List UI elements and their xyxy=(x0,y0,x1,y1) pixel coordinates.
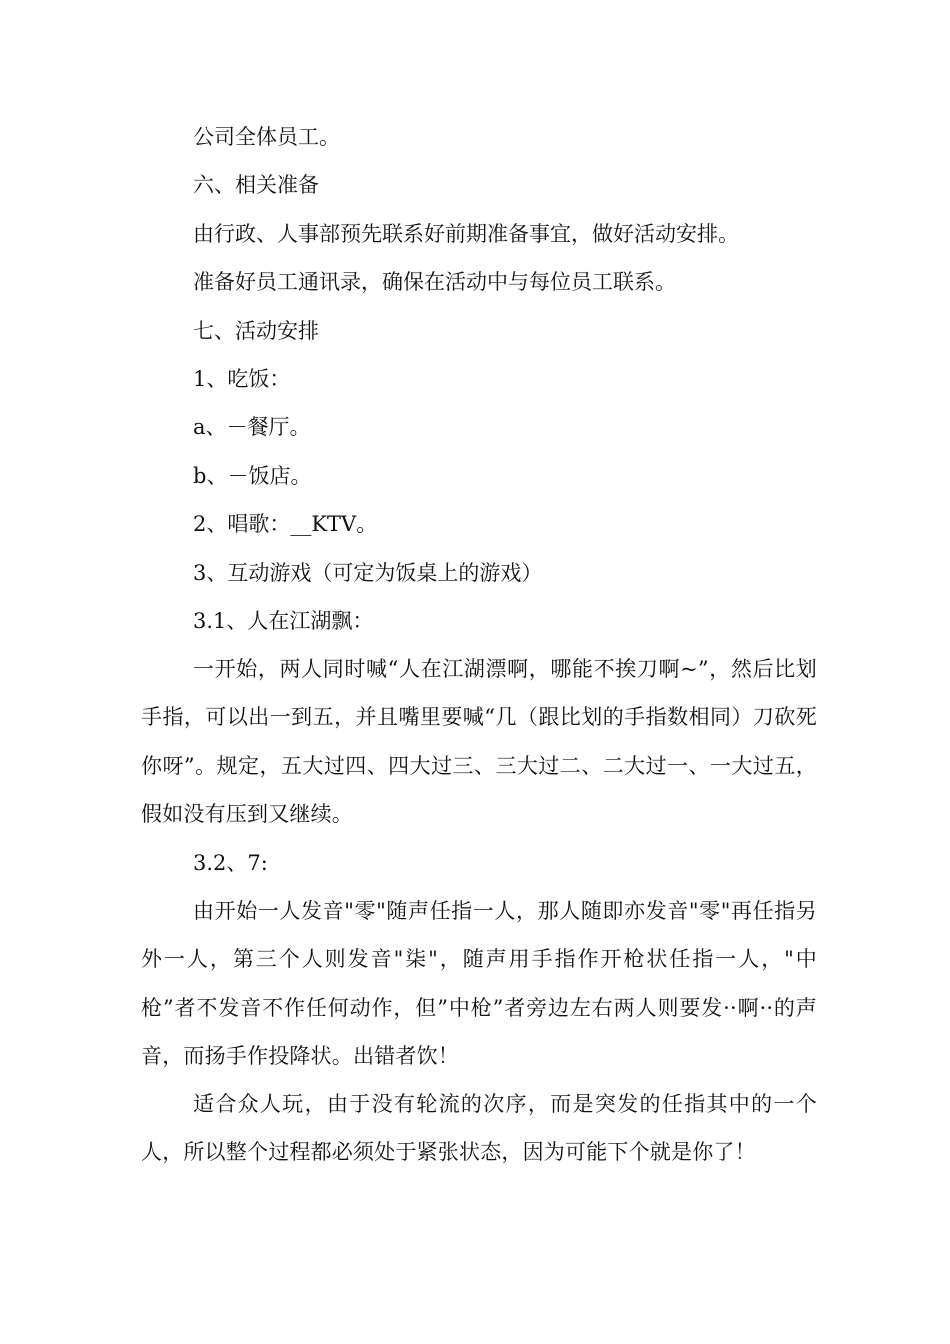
list-item-hotel: b、－饭店。 xyxy=(193,464,312,488)
list-item-restaurant: a、－餐厅。 xyxy=(193,415,311,439)
text-line-admin-prep: 由行政、人事部预先联系好前期准备事宜，做好活动安排。 xyxy=(193,222,739,246)
text-line-staff: 公司全体员工。 xyxy=(193,125,340,149)
subheading-game-1: 3.1、人在江湖飘： xyxy=(193,609,374,633)
text-line-contact-list: 准备好员工通讯录，确保在活动中与每位员工联系。 xyxy=(193,270,676,294)
subheading-game-2: 3.2、7: xyxy=(193,851,268,875)
paragraph-game-2-rules: 由开始一人发音"零"随声任指一人，那人随即亦发音"零"再任指另外一人，第三个人则发音"柒"，随声用手指作开枪状任指一人，"中枪”者不发音不作任何动作，但”中枪”者旁边左右两人则要发··啊··的声音，而扬手作投降状。出错者饮！ xyxy=(141,899,817,1069)
section-heading-preparation: 六、相关准备 xyxy=(193,173,319,197)
list-item-games: 3、互动游戏（可定为饭桌上的游戏） xyxy=(193,561,543,585)
paragraph-game-1-rules: 一开始，两人同时喊“人在江湖漂啊，哪能不挨刀啊~”，然后比划手指，可以出一到五，并且嘴里要喊“几（跟比划的手指数相同）刀砍死你呀”。规定，五大过四、四大过三、三大过二、二大过一、一大过五，假如没有压到又继续。 xyxy=(141,657,817,827)
section-heading-activities: 七、活动安排 xyxy=(193,319,319,343)
paragraph-game-2-note: 适合众人玩，由于没有轮流的次序，而是突发的任指其中的一个人，所以整个过程都必须处于紧张状态，因为可能下个就是你了！ xyxy=(141,1092,817,1165)
list-item-karaoke: 2、唱歌：__KTV。 xyxy=(193,512,378,536)
list-item-dinner: 1、吃饭： xyxy=(193,367,291,391)
